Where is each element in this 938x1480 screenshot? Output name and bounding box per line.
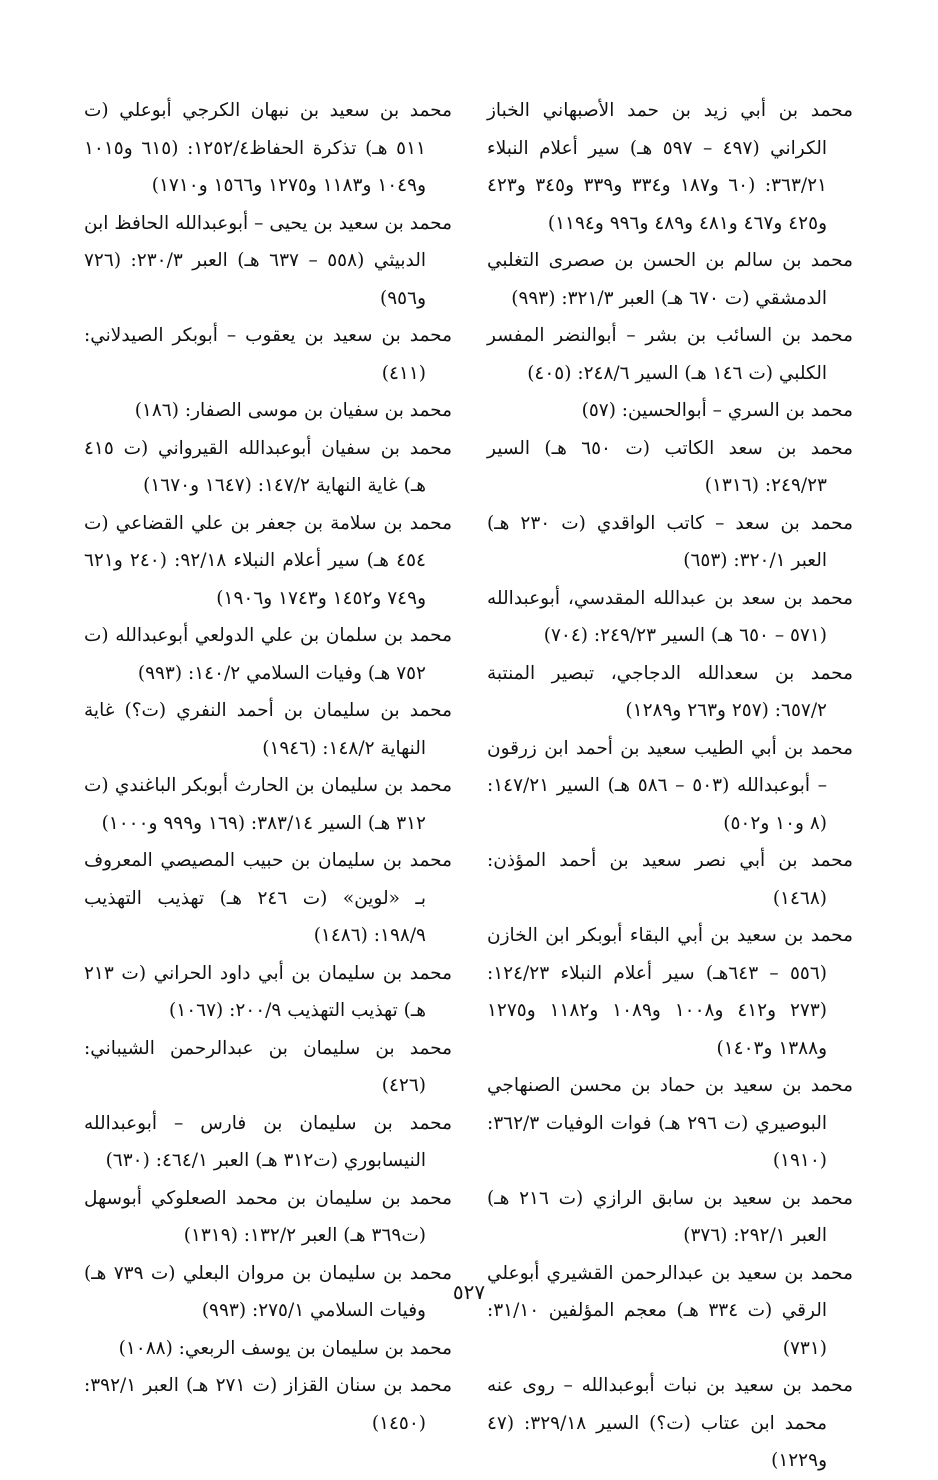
index-entry: محمد بن سفيان أبوعبدالله القيرواني (ت ٤١٥ هـ) غاية النهاية ١٤٧/٢: (١٦٤٧ و١٦٧٠): [84, 437, 452, 496]
index-entry: محمد بن سليمان بن يوسف الربعي: (١٠٨٨): [118, 1337, 452, 1359]
index-column-right: [487, 92, 853, 1480]
index-entry: محمد بن سليمان بن محمد الصعلوكي أبوسهل (ت٣٦٩ هـ) العبر ١٣٢/٢: (١٣١٩): [84, 1187, 452, 1246]
index-entry: محمد بن سعيد بن يعقوب – أبوبكر الصيدلاني: (٤١١): [84, 325, 452, 384]
index-entry: محمد بن سليمان بن الحارث أبوبكر الباغندي (ت ٣١٢ هـ) السير ٣٨٣/١٤: (١٦٩ و٩٩٩ و١٠٠٠): [84, 775, 452, 834]
index-entry: محمد بن سعيد بن أبي البقاء أبوبكر ابن الخازن (٥٥٦ – ٦٤٣هـ) سير أعلام النبلاء ١٢٤/٢٣: (٢٧٣ و٤١٢ و١٠٠٨ و١٠٨٩ و١١٨٢ و١٢٧٥ و١٣٨٨ و١٤٠٣): [487, 925, 853, 1059]
index-entry: محمد بن سعد – كاتب الواقدي (ت ٢٣٠ هـ) العبر ٣٢٠/١: (٦٥٣): [487, 512, 853, 571]
index-entry: محمد بن سنان القزاز (ت ٢٧١ هـ) العبر ٣٩٢/١: (١٤٥٠): [84, 1375, 453, 1434]
index-entry: محمد بن سفيان بن موسى الصفار: (١٨٦): [134, 400, 452, 421]
index-entry: محمد بن سليمان بن أبي داود الحراني (ت ٢١٣ هـ) تهذيب التهذيب ٢٠٠/٩: (١٠٦٧): [84, 962, 452, 1021]
index-entry: محمد بن السائب بن بشر – أبوالنضر المفسر الكلبي (ت ١٤٦ هـ) السير ٢٤٨/٦: (٤٠٥): [487, 325, 853, 384]
index-entry: محمد بن سليمان بن حبيب المصيصي المعروف بـ «لوين» (ت ٢٤٦ هـ) تهذيب التهذيب ١٩٨/٩: (١٤٨٦): [84, 850, 452, 946]
index-entry: محمد بن سعيد بن نبهان الكرجي أبوعلي (ت ٥١١ هـ) تذكرة الحفاظ١٢٥٢/٤: (٦١٥ و١٠١٥ و١٠٤٩ و١١٨٣ و١٢٧٥ و١٥٦٦ و١٧١٠): [84, 100, 452, 196]
index-entry: محمد بن السري – أبوالحسين: (٥٧): [581, 400, 853, 421]
index-entry: محمد بن سليمان بن فارس – أبوعبدالله النيسابوري (ت٣١٢ هـ) العبر ٤٦٤/١: (٦٣٠): [84, 1112, 452, 1171]
index-entry: محمد بن سليمان بن مروان البعلي (ت ٧٣٩ هـ) وفيات السلامي ٢٧٥/١: (٩٩٣): [84, 1262, 452, 1321]
index-column-left: [84, 92, 452, 1442]
index-entry: محمد بن سليمان بن عبدالرحمن الشيباني: (٤٢٦): [84, 1037, 452, 1096]
index-entry: محمد بن سعيد بن سابق الرازي (ت ٢١٦ هـ) العبر ٢٩٢/١: (٣٧٦): [487, 1187, 853, 1246]
index-entry: محمد بن سليمان بن أحمد النفري (ت؟) غاية النهاية ١٤٨/٢: (١٩٤٦): [84, 700, 452, 759]
index-entry: محمد بن سعيد بن يحيى – أبوعبدالله الحافظ ابن الدبيثي (٥٥٨ – ٦٣٧ هـ) العبر ٢٣٠/٣: (٧٢٦ و٩٥٦): [84, 212, 452, 309]
index-entry: محمد بن سلمان بن علي الدولعي أبوعبدالله (ت ٧٥٢ هـ) وفيات السلامي ١٤٠/٢: (٩٩٣): [84, 625, 452, 684]
index-entry: محمد بن سعدالله الدجاجي، تبصير المنتبة ٦٥٧/٢: (٢٥٧ و٢٦٣ و١٢٨٩): [487, 662, 853, 721]
index-entry: محمد بن سعيد بن عبدالرحمن القشيري أبوعلي الرقي (ت ٣٣٤ هـ) معجم المؤلفين ٣١/١٠: (٧٣١): [487, 1262, 853, 1359]
index-entry: محمد بن سالم بن الحسن بن صصرى التغلبي الدمشقي (ت ٦٧٠ هـ) العبر ٣٢١/٣: (٩٩٣): [487, 250, 853, 309]
index-entry: محمد بن سعيد بن حماد بن محسن الصنهاجي البوصيري (ت ٢٩٦ هـ) فوات الوفيات ٣٦٢/٣: (١٩١٠): [487, 1075, 853, 1171]
index-entry: محمد بن سعيد بن نبات أبوعبدالله – روى عنه محمد ابن عتاب (ت؟) السير ٣٢٩/١٨: (٤٧ و١٢٢٩): [487, 1375, 853, 1471]
index-entry: محمد بن أبي زيد بن حمد الأصبهاني الخباز الكراني (٤٩٧ – ٥٩٧ هـ) سير أعلام النبلاء ٣٦٣/٢١: (٦٠ و١٨٧ و٣٣٤ و٣٣٩ و٣٤٥ و٤٢٣ و٤٢٥ و٤٦٧ و٤٨١ و٤٨٩ و٩٩٦ و١١٩٤): [487, 100, 853, 234]
index-entry: محمد بن سعد بن عبدالله المقدسي، أبوعبدالله (٥٧١ – ٦٥٠ هـ) السير ٢٤٩/٢٣: (٧٠٤): [487, 587, 853, 646]
index-entry: محمد بن أبي الطيب سعيد بن أحمد ابن زرقون – أبوعبدالله (٥٠٣ – ٥٨٦ هـ) السير ١٤٧/٢١: (٨ و١٠ و٥٠٢): [487, 737, 853, 834]
page-number: ٥٢٧: [452, 1280, 486, 1304]
index-entry: محمد بن أبي نصر سعيد بن أحمد المؤذن: (١٤٦٨): [487, 850, 853, 909]
index-entry: محمد بن سعد الكاتب (ت ٦٥٠ هـ) السير ٢٤٩/٢٣: (١٣١٦): [487, 437, 853, 496]
index-entry: محمد بن سلامة بن جعفر بن علي القضاعي (ت ٤٥٤ هـ) سير أعلام النبلاء ٩٢/١٨: (٢٤٠ و٦٢١ و٧٤٩ و١٤٥٢ و١٧٤٣ و١٩٠٦): [84, 512, 452, 609]
